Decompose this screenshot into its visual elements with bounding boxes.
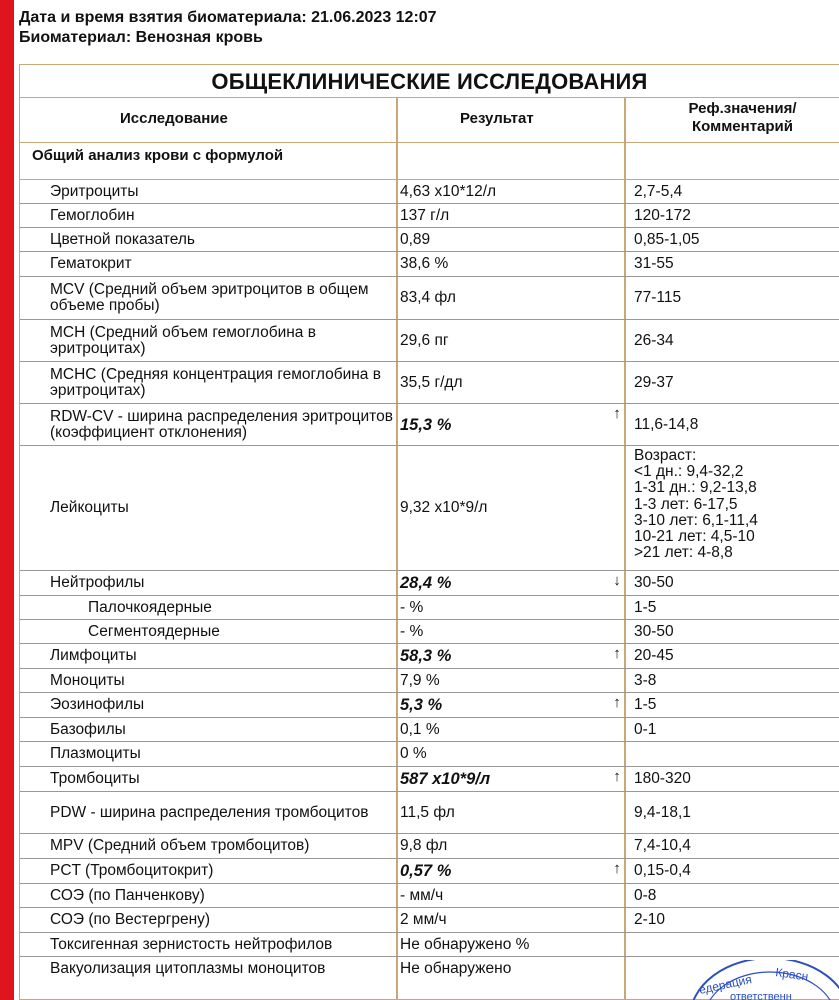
table-row (20, 404, 839, 446)
reference-value: 3-8 (634, 671, 657, 689)
table-row (20, 620, 839, 644)
table-row (20, 792, 839, 834)
reference-line: <1 дн.: 9,4-32,2 (634, 463, 744, 481)
test-name: СОЭ (по Панченкову) (50, 886, 205, 904)
svg-text:ответственн: ответственн (730, 991, 792, 1000)
table-row (20, 742, 839, 767)
test-name: Эозинофилы (50, 696, 145, 713)
column-header-result: Результат (460, 110, 534, 127)
test-result: 83,4 фл (400, 289, 456, 306)
reference-value: 11,6-14,8 (634, 415, 699, 433)
reference-value: 29-37 (634, 373, 674, 391)
section-header (20, 143, 839, 180)
table-row (20, 277, 839, 320)
test-result: 0,57 % (400, 862, 452, 880)
test-name: Сегментоядерные (88, 622, 220, 640)
test-result: 7,9 % (400, 671, 440, 689)
reference-value: 0,85-1,05 (634, 230, 700, 248)
column-header-reference-line1: Реф.значения/ (688, 100, 797, 117)
table-row (20, 644, 839, 669)
reference-value: 31-55 (634, 255, 674, 272)
test-name: MCH (Средний объем гемоглобина в эритроцитах) (50, 323, 316, 357)
reference-value: 1-5 (634, 696, 657, 713)
test-name: MCV (Средний объем эритроцитов в общем объеме пробы) (50, 281, 369, 314)
reference-value: 1-5 (634, 598, 657, 616)
test-name: Палочкоядерные (88, 598, 212, 616)
test-result: 9,32 x10*9/л (400, 499, 488, 516)
test-result: 587 x10*9/л (400, 770, 491, 788)
test-name: Базофилы (50, 720, 126, 738)
table-title: ОБЩЕКЛИНИЧЕСКИЕ ИССЛЕДОВАНИЯ (20, 65, 839, 98)
reference-line: 10-21 лет: 4,5-10 (634, 528, 755, 546)
arrow-up-icon: ↑ (613, 405, 621, 422)
test-name: Тромбоциты (50, 770, 140, 787)
test-result: - мм/ч (400, 886, 444, 904)
column-header-study: Исследование (120, 110, 228, 127)
arrow-up-icon: ↑ (613, 694, 621, 711)
table-row (20, 669, 839, 693)
reference-value: 20-45 (634, 647, 674, 664)
column-header-row (20, 98, 839, 143)
test-name: Цветной показатель (50, 230, 195, 248)
test-name: Эритроциты (50, 182, 139, 200)
table-row (20, 362, 839, 404)
test-result: 4,63 x10*12/л (400, 182, 497, 200)
reference-line: 1-3 лет: 6-17,5 (634, 495, 738, 513)
table-row (20, 933, 839, 957)
test-result: Не обнаружено % (400, 935, 530, 953)
reference-line: >21 лет: 4-8,8 (634, 544, 733, 562)
table-row (20, 571, 839, 596)
test-name: Гемоглобин (50, 206, 135, 224)
test-result: 15,3 % (400, 415, 452, 434)
section-title: Общий анализ крови с формулой (32, 147, 284, 164)
test-result: 0,89 (400, 230, 431, 248)
reference-value: 26-34 (634, 331, 674, 349)
reference-value: 180-320 (634, 770, 691, 787)
test-name: Моноциты (50, 671, 125, 689)
column-header-reference (645, 100, 839, 136)
test-result: 5,3 % (400, 696, 443, 714)
test-result: 38,6 % (400, 255, 449, 272)
test-result: 28,4 % (400, 574, 452, 592)
arrow-down-icon: ↓ (613, 572, 621, 589)
test-name: PDW - ширина распределения тромбоцитов (50, 803, 369, 821)
test-name: MCHC (Средняя концентрация гемоглобина в эритроцитах) (50, 365, 381, 399)
column-header-reference-line2: Комментарий (691, 118, 793, 135)
test-result: 58,3 % (400, 647, 452, 665)
test-result: Не обнаружено (400, 960, 512, 977)
test-result: 0 % (400, 745, 427, 762)
stamp-seal (680, 960, 839, 1000)
reference-value (634, 448, 758, 561)
test-name: Плазмоциты (50, 745, 141, 762)
test-result: 9,8 фл (400, 837, 448, 854)
reference-value: 120-172 (634, 206, 691, 224)
table-row (20, 884, 839, 908)
arrow-up-icon: ↑ (613, 860, 621, 877)
test-result: 11,5 фл (400, 803, 455, 821)
reference-value: 2-10 (634, 911, 666, 928)
svg-text:Красн: Красн (774, 965, 810, 984)
table-row (20, 834, 839, 859)
reference-line: 3-10 лет: 6,1-11,4 (634, 511, 758, 529)
test-result: 0,1 % (400, 720, 440, 738)
table-row (20, 320, 839, 362)
test-result: - % (400, 622, 424, 640)
test-name: Нейтрофилы (50, 574, 145, 591)
table-row (20, 180, 839, 204)
reference-value: 0-8 (634, 886, 657, 904)
reference-value: 30-50 (634, 622, 674, 640)
arrow-up-icon: ↑ (613, 768, 621, 785)
table-row (20, 228, 839, 252)
test-name: Лейкоциты (50, 499, 129, 516)
biomaterial: Биоматериал: Венозная кровь (19, 29, 263, 46)
test-name: Лимфоциты (50, 647, 137, 664)
reference-value (634, 933, 839, 956)
test-name: Вакуолизация цитоплазмы моноцитов (50, 960, 326, 977)
reference-value: 0-1 (634, 720, 657, 738)
table-row (20, 908, 839, 933)
table-row (20, 596, 839, 620)
table-row (20, 446, 839, 571)
reference-value: 7,4-10,4 (634, 837, 691, 854)
result-rows (20, 180, 839, 984)
reference-value (634, 742, 839, 766)
test-result: 35,5 г/дл (400, 373, 463, 391)
reference-value: 0,15-0,4 (634, 862, 691, 879)
test-name: Гематокрит (50, 255, 132, 272)
arrow-up-icon: ↑ (613, 645, 621, 662)
table-row (20, 252, 839, 277)
svg-text:едерация: едерация (697, 972, 753, 997)
sampling-date: Дата и время взятия биоматериала: 21.06.2023 12:07 (19, 9, 437, 26)
table-row (20, 767, 839, 792)
reference-line: 1-31 дн.: 9,2-13,8 (634, 479, 757, 497)
reference-value: 2,7-5,4 (634, 182, 683, 200)
reference-value: 9,4-18,1 (634, 803, 691, 821)
test-name: RDW-CV - ширина распределения эритроцитов (коэффициент отклонения) (50, 407, 393, 441)
table-row (20, 204, 839, 228)
table-row (20, 859, 839, 884)
test-name: PCT (Тромбоцитокрит) (50, 862, 214, 879)
table-row (20, 693, 839, 718)
test-result: 29,6 пг (400, 331, 449, 349)
test-result: - % (400, 598, 424, 616)
results-table (19, 64, 839, 1000)
reference-value: 77-115 (634, 289, 682, 306)
test-result: 137 г/л (400, 206, 450, 224)
test-name: СОЭ (по Вестергрену) (50, 911, 211, 928)
test-name: MPV (Средний объем тромбоцитов) (50, 837, 310, 854)
table-row (20, 718, 839, 742)
red-accent-bar (0, 0, 14, 1000)
test-name: Токсигенная зернистость нейтрофилов (50, 935, 333, 953)
reference-value: 30-50 (634, 574, 674, 591)
reference-line: Возраст: (634, 447, 697, 464)
test-result: 2 мм/ч (400, 911, 447, 928)
